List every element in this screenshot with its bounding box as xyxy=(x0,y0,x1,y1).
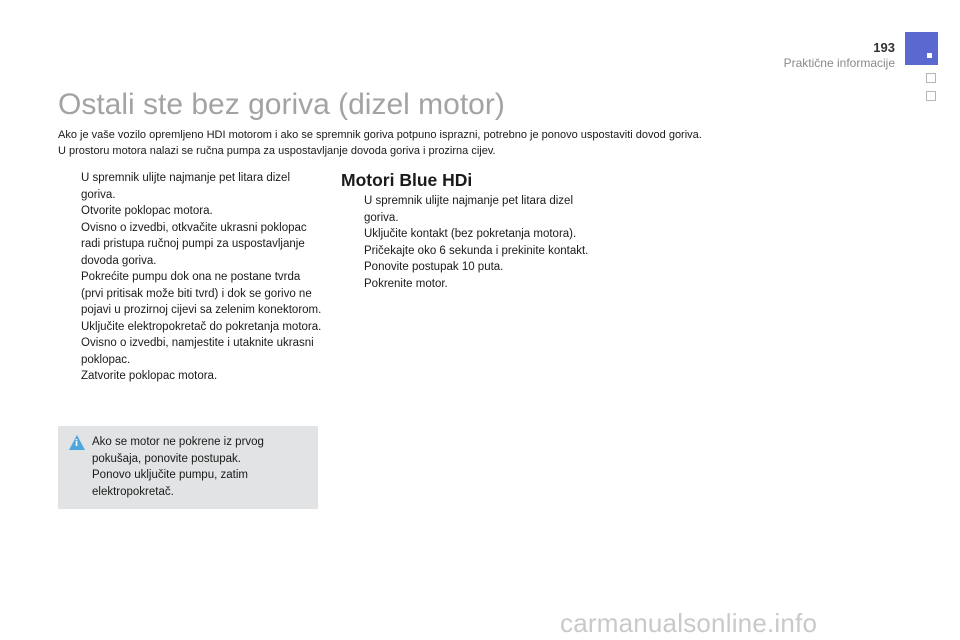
note-text xyxy=(92,434,312,500)
refuel-steps-list xyxy=(58,170,323,385)
step-text: Ovisno o izvedbi, otkvačite ukrasni poklopac radi pristupa ručnoj pumpi za uspostavljanje dovoda goriva. xyxy=(81,221,307,267)
step-text: U spremnik ulijte najmanje pet litara dizel goriva. xyxy=(364,195,574,224)
step-item xyxy=(341,243,601,260)
step-text: Uključite elektropokretač do pokretanja motora. xyxy=(81,320,322,333)
step-item xyxy=(341,259,601,276)
step-item xyxy=(58,170,323,203)
note-line: Ako se motor ne pokrene iz prvog pokušaja, ponovite postupak. xyxy=(92,436,264,465)
note-line: Ponovo uključite pumpu, zatim elektropokretač. xyxy=(92,469,248,498)
chapter-tab-empty xyxy=(926,91,936,101)
page-title: Ostali ste bez goriva (dizel motor) xyxy=(58,88,505,121)
intro-text xyxy=(58,127,848,159)
intro-line: Ako je vaše vozilo opremljeno HDI motorom i ako se spremnik goriva potpuno isprazni, potrebno je ponovo uspostaviti dovod goriva. xyxy=(58,129,702,141)
intro-line: U prostoru motora nalazi se ručna pumpa za uspostavljanje dovoda goriva i prozirna cijev. xyxy=(58,145,496,157)
step-text: U spremnik ulijte najmanje pet litara dizel goriva. xyxy=(81,172,291,201)
section-heading-blue-hdi: Motori Blue HDi xyxy=(341,170,473,190)
step-item xyxy=(58,319,323,336)
step-text: Otvorite poklopac motora. xyxy=(81,205,213,217)
step-item xyxy=(58,368,323,385)
info-note xyxy=(58,426,318,509)
chapter-tab-dot xyxy=(927,53,932,58)
step-text: Ovisno o izvedbi, namjestite i utaknite ukrasni poklopac. xyxy=(81,337,314,366)
step-item xyxy=(58,220,323,270)
step-text: Pričekajte oko 6 sekunda i prekinite kontakt. xyxy=(364,244,589,257)
step-text: Pokrenite motor. xyxy=(364,277,448,290)
step-item xyxy=(341,276,601,293)
step-item xyxy=(341,226,601,243)
step-item xyxy=(58,335,323,368)
page-number: 193 xyxy=(873,40,895,55)
info-icon: i xyxy=(69,435,85,450)
section-name: Praktične informacije xyxy=(783,56,895,70)
step-text: Uključite kontakt (bez pokretanja motora). xyxy=(364,228,577,240)
step-text: Zatvorite poklopac motora. xyxy=(81,370,218,382)
step-text: Pokrećite pumpu dok ona ne postane tvrda (prvi pritisak može biti tvrd) i dok se gorivo ne pojavi u prozirnoj cijevi sa zelenim konektorom. xyxy=(81,271,322,316)
step-item xyxy=(58,203,323,220)
blue-hdi-steps-list xyxy=(341,193,601,292)
watermark: carmanualsonline.info xyxy=(560,608,818,638)
chapter-tab-empty xyxy=(926,73,936,83)
chapter-tab-active xyxy=(905,32,938,65)
step-text: Ponovite postupak 10 puta. xyxy=(364,261,504,273)
step-item xyxy=(58,269,323,319)
step-item xyxy=(341,193,601,226)
